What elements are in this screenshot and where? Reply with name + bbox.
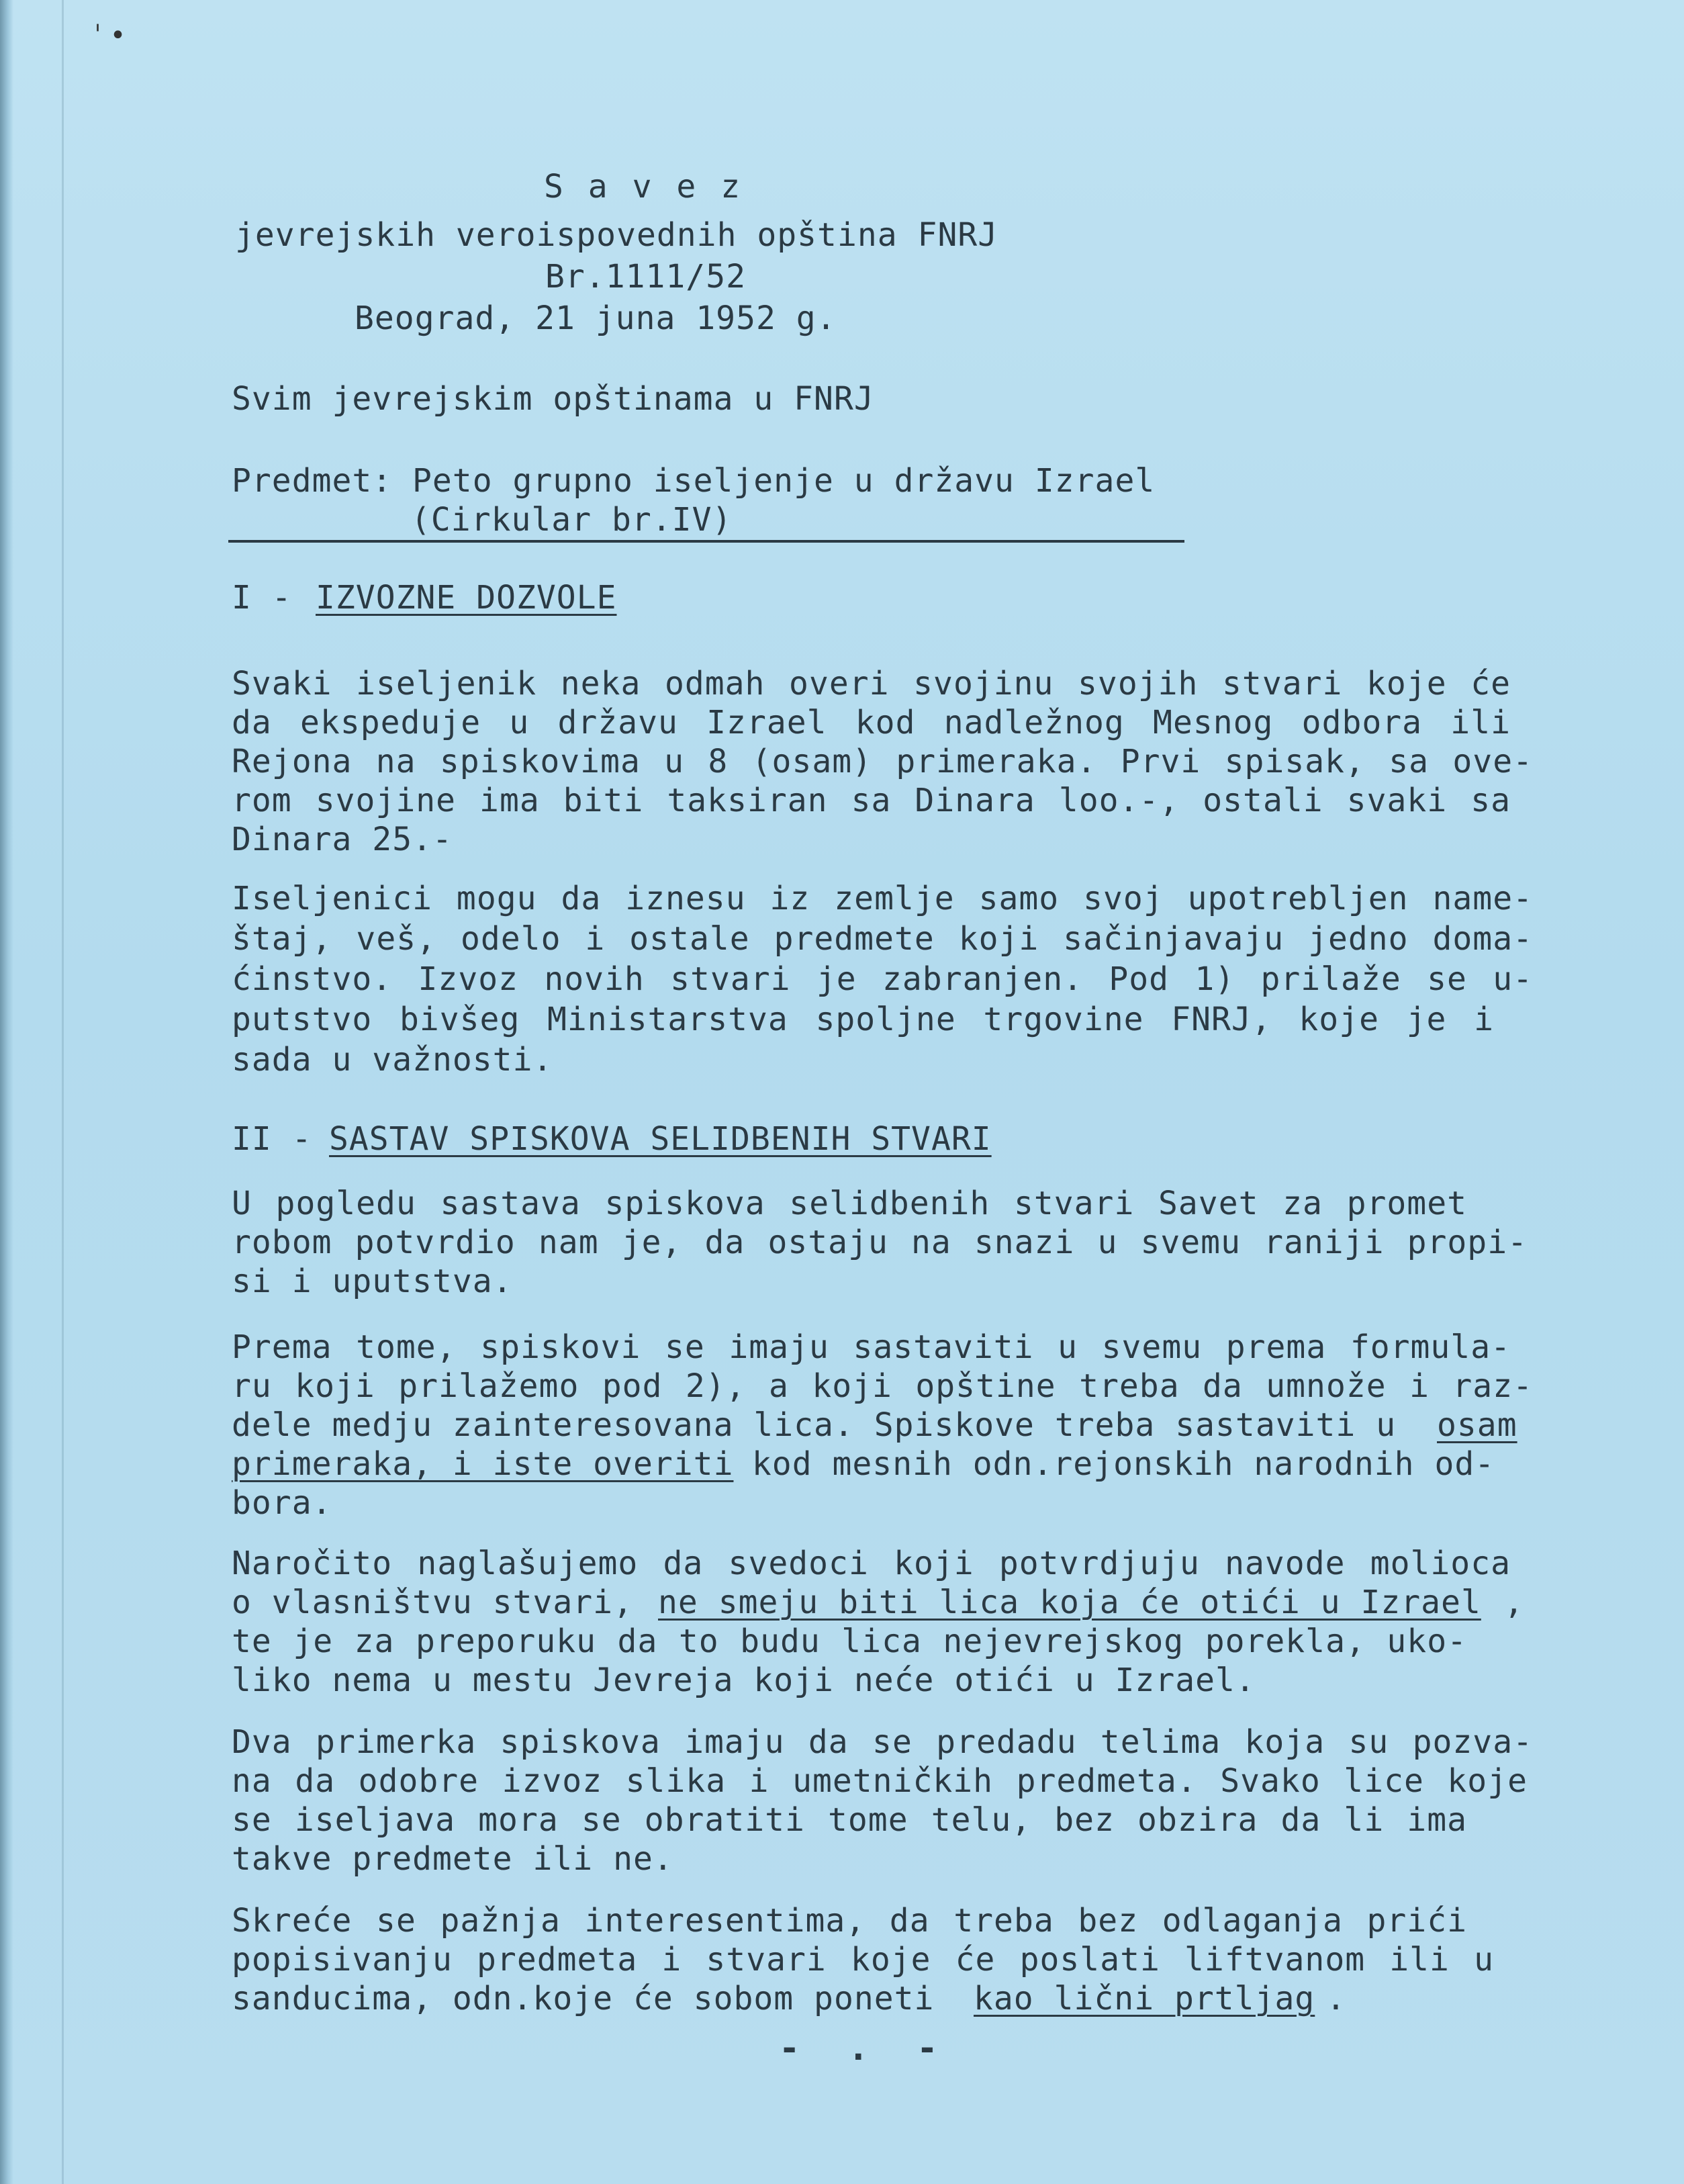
section1-p1-line: rom svojine ima biti taksiran sa Dinara loo.-, ostali svaki sa (232, 782, 1511, 819)
section1-p2-line: štaj, veš, odelo i ostale predmete koji sačinjavaju jedno doma- (232, 920, 1533, 958)
section1-p1-line: Rejona na spiskovima u 8 (osam) primeraka. Prvi spisak, sa ove- (232, 743, 1533, 780)
section1-p1-line: Dinara 25.- (232, 821, 453, 858)
subject-circular: (Cirkular br.IV) (411, 501, 733, 539)
section1-p2-line: sada u važnosti. (232, 1041, 553, 1079)
section2-p5-underlined: kao lični prtljag (974, 1980, 1315, 2017)
org-name-line2: jevrejskih veroispovednih opština FNRJ (235, 216, 998, 254)
section2-p3-underlined: ne smeju biti lica koja će otići u Izrael (658, 1584, 1481, 1621)
section1-p1-line: Svaki iseljenik neka odmah overi svojinu svojih stvari koje će (232, 665, 1511, 702)
section2-p5-line: . (1326, 1980, 1346, 2017)
subject-label: Predmet: (232, 462, 393, 500)
section2-p5-line: sanducima, odn.koje će sobom poneti (232, 1980, 955, 2017)
section2-p2-underlined: primeraka, i iste overiti (232, 1445, 734, 1483)
section1-p2-line: Iseljenici mogu da iznesu iz zemlje samo svoj upotrebljen name- (232, 880, 1533, 917)
section1-p1-line: da ekspeduje u državu Izrael kod nadležnog Mesnog odbora ili (232, 704, 1511, 741)
reference-number: Br.1111/52 (545, 258, 746, 295)
scan-fold-line (62, 0, 64, 2184)
section2-p4-line: takve predmete ili ne. (232, 1840, 673, 1878)
section2-p2-line: ru koji prilažemo pod 2), a koji opštine treba da umnože i raz- (232, 1367, 1533, 1405)
place-date: Beograd, 21 juna 1952 g. (355, 300, 837, 337)
punch-mark: ˈ • (94, 20, 126, 51)
section2-p4-line: Dva primerka spiskova imaju da se predadu telima koja su pozva- (232, 1723, 1533, 1761)
page-footer-mark: - . - (779, 2028, 951, 2068)
section2-p3-line: Naročito naglašujemo da svedoci koji potvrdjuju navode molioca (232, 1545, 1511, 1582)
section2-title: SASTAV SPISKOVA SELIDBENIH STVARI (329, 1120, 992, 1158)
section1-numeral: I - (232, 579, 292, 617)
section1-title: IZVOZNE DOZVOLE (316, 579, 617, 617)
org-name-line1: S a v e z (544, 168, 743, 206)
section2-p2-line: dele medju zainteresovana lica. Spiskove treba sastaviti u (232, 1406, 1417, 1444)
section2-p2-line: Prema tome, spiskovi se imaju sastaviti u svemu prema formula- (232, 1328, 1511, 1366)
section2-p5-line: popisivanju predmeta i stvari koje će poslati liftvanom ili u (232, 1941, 1494, 1978)
section2-p4-line: na da odobre izvoz slika i umetničkih predmeta. Svako lice koje (232, 1762, 1528, 1800)
section2-numeral: II - (232, 1120, 312, 1158)
addressee: Svim jevrejskim opštinama u FNRJ (232, 380, 874, 418)
section2-p4-line: se iseljava mora se obratiti tome telu, bez obzira da li ima (232, 1801, 1467, 1839)
section2-p3-line: te je za preporuku da to budu lica nejevrejskog porekla, uko- (232, 1623, 1467, 1660)
section1-p2-line: putstvo bivšeg Ministarstva spoljne trgovine FNRJ, koje je i (232, 1001, 1494, 1038)
section1-p2-line: ćinstvo. Izvoz novih stvari je zabranjen. Pod 1) prilaže se u- (232, 960, 1533, 998)
section2-p2-line: bora. (232, 1484, 332, 1522)
section2-p2-underlined: osam (1437, 1406, 1517, 1444)
scan-edge (0, 0, 13, 2184)
section2-p1-line: robom potvrdio nam je, da ostaju na snazi u svemu raniji propi- (232, 1224, 1528, 1261)
section2-p2-line: kod mesnih odn.rejonskih narodnih od- (732, 1445, 1495, 1483)
section2-p5-line: Skreće se pažnja interesentima, da treba bez odlaganja prići (232, 1902, 1467, 1940)
section2-p3-line: o vlasništvu stvari, (232, 1584, 653, 1621)
subject-underline (228, 540, 1184, 543)
section2-p3-line: liko nema u mestu Jevreja koji neće otići u Izrael. (232, 1662, 1256, 1699)
section2-p3-line: , (1504, 1584, 1524, 1621)
subject-text: Peto grupno iseljenje u državu Izrael (412, 462, 1156, 500)
section2-p1-line: si i uputstva. (232, 1263, 513, 1300)
section2-p1-line: U pogledu sastava spiskova selidbenih stvari Savet za promet (232, 1185, 1467, 1222)
